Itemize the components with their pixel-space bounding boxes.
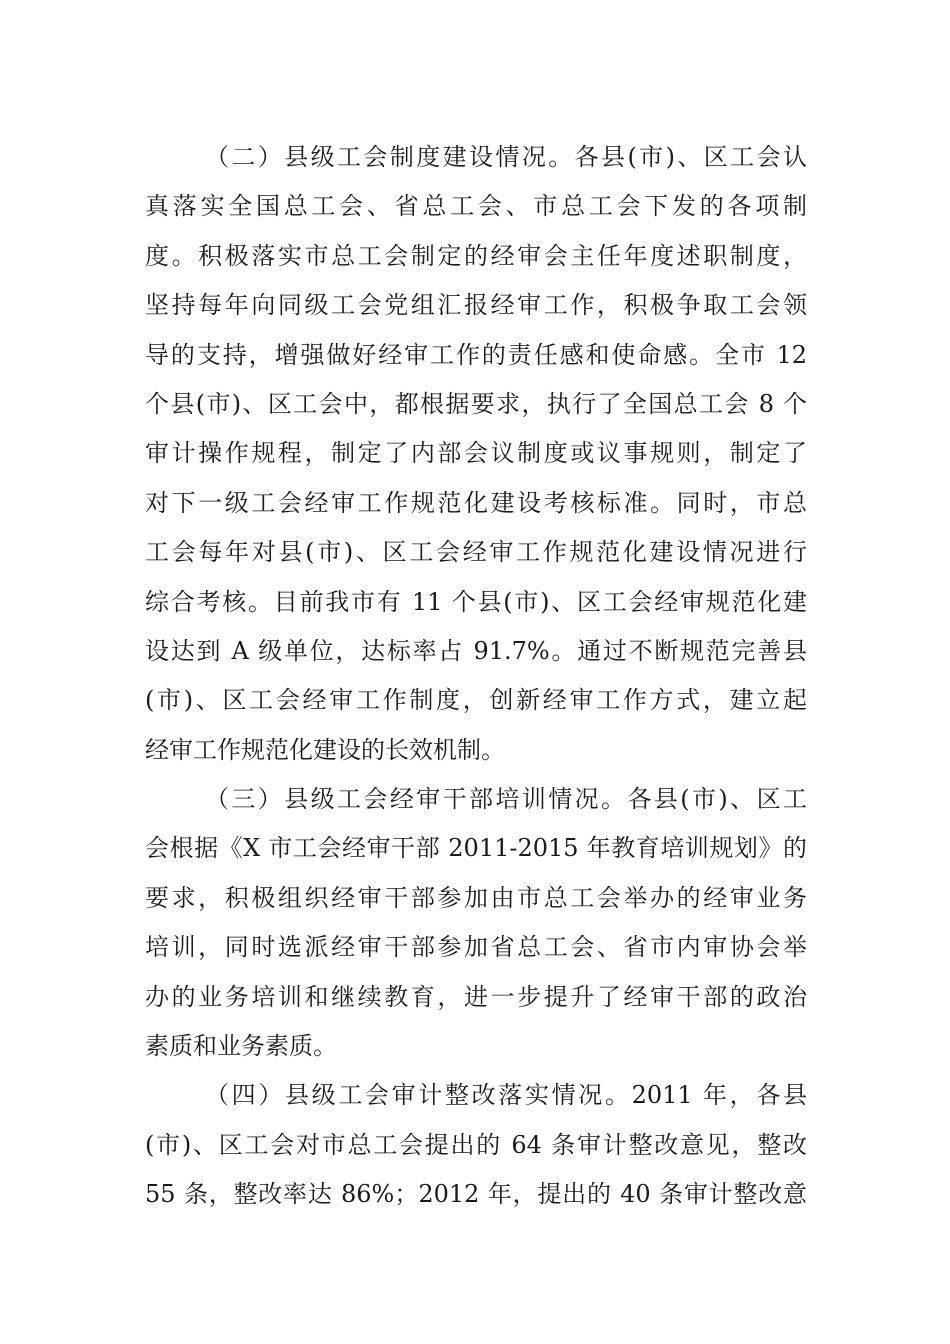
text-line: (市)、区工会对市总工会提出的 64 条审计整改意见，整改 xyxy=(145,1130,807,1159)
section-2-paragraph xyxy=(145,133,807,775)
text-line: 会根据《X 市工会经审干部 2011-2015 年教育培训规划》的 xyxy=(145,834,807,863)
text-line: 综合考核。目前我市有 11 个县(市)、区工会经审规范化建 xyxy=(145,587,807,616)
text-line: （二）县级工会制度建设情况。各县(市)、区工会认 xyxy=(205,143,807,171)
text-line: 工会每年对县(市)、区工会经审工作规范化建设情况进行 xyxy=(145,538,807,567)
text-line: （四）县级工会审计整改落实情况。2011 年，各县 xyxy=(205,1081,807,1110)
text-line: 素质和业务素质。 xyxy=(145,1032,337,1061)
text-line: （三）县级工会经审干部培训情况。各县(市)、区工 xyxy=(205,785,807,814)
text-line: 坚持每年向同级工会党组汇报经审工作，积极争取工会领 xyxy=(145,291,807,320)
section-3-paragraph xyxy=(145,775,807,1071)
text-line: 导的支持，增强做好经审工作的责任感和使命感。全市 12 xyxy=(145,340,807,369)
text-line: 设达到 A 级单位，达标率占 91.7%。通过不断规范完善县 xyxy=(145,636,807,665)
text-line: 度。积极落实市总工会制定的经审会主任年度述职制度， xyxy=(145,241,807,270)
document-body xyxy=(145,133,807,1220)
text-line: 要求，积极组织经审干部参加由市总工会举办的经审业务 xyxy=(145,883,807,912)
text-line: 审计操作规程，制定了内部会议制度或议事规则，制定了 xyxy=(145,439,807,468)
text-line: 55 条，整改率达 86%；2012 年，提出的 40 条审计整改意 xyxy=(145,1180,807,1209)
text-line: (市)、区工会经审工作制度，创新经审工作方式，建立起 xyxy=(145,686,807,715)
text-line: 真落实全国总工会、省总工会、市总工会下发的各项制 xyxy=(145,192,807,221)
text-line: 培训，同时选派经审干部参加省总工会、省市内审协会举 xyxy=(145,933,807,962)
text-line: 对下一级工会经审工作规范化建设考核标准。同时，市总 xyxy=(145,488,807,517)
text-line: 个县(市)、区工会中，都根据要求，执行了全国总工会 8 个 xyxy=(145,389,807,418)
section-4-paragraph xyxy=(145,1071,807,1219)
text-line: 经审工作规范化建设的长效机制。 xyxy=(145,735,505,764)
text-line: 办的业务培训和继续教育，进一步提升了经审干部的政治 xyxy=(145,982,807,1011)
